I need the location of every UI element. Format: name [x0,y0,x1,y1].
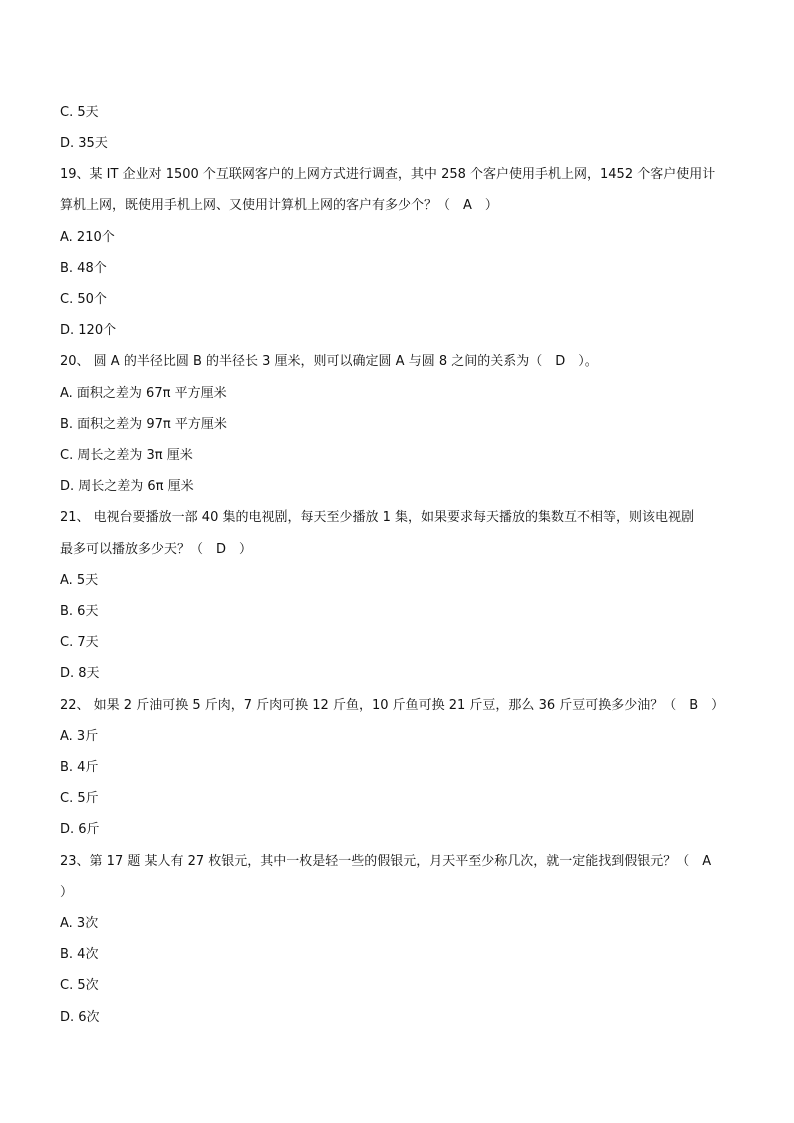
q21-option-c: C. 7天 [60,635,99,650]
q23-text-line1: 23、第 17 题 某人有 27 枚银元，其中一枚是轻一些的假银元，月天平至少称几次，就一定能找到假银元？（ A [60,854,712,869]
q22-option-b: B. 4斤 [60,760,99,775]
q23-option-a: A. 3次 [60,916,99,931]
option-c-prev: C. 5天 [60,105,99,120]
q22-option-d: D. 6斤 [60,822,100,837]
q19-option-b: B. 48个 [60,261,107,276]
q22-option-a: A. 3斤 [60,729,99,744]
q20-option-c: C. 周长之差为 3π 厘米 [60,448,193,463]
q19-option-a: A. 210个 [60,230,115,245]
q19-text-line2: 算机上网，既使用手机上网、又使用计算机上网的客户有多少个？（ A ） [60,198,498,213]
q20-option-b: B. 面积之差为 97π 平方厘米 [60,417,227,432]
option-d-prev: D. 35天 [60,136,108,151]
q23-option-d: D. 6次 [60,1010,100,1025]
q20-text-line1: 20、 圆 A 的半径比圆 B 的半径长 3 厘米，则可以确定圆 A 与圆 8 之间的关系为（ D ）。 [60,354,598,369]
q21-text-line2: 最多可以播放多少天？（ D ） [60,542,253,557]
q23-option-b: B. 4次 [60,947,99,962]
q19-option-d: D. 120个 [60,323,117,338]
q22-text-line1: 22、 如果 2 斤油可换 5 斤肉，7 斤肉可换 12 斤鱼，10 斤鱼可换 21 斤豆，那么 36 斤豆可换多少油？（ B ） [60,698,725,713]
q21-option-a: A. 5天 [60,573,99,588]
q19-text-line1: 19、某 IT 企业对 1500 个互联网客户的上网方式进行调查，其中 258 个客户使用手机上网，1452 个客户使用计 [60,167,716,182]
q23-option-c: C. 5次 [60,978,99,993]
q21-text-line1: 21、 电视台要播放一部 40 集的电视剧，每天至少播放 1 集，如果要求每天播放的集数互不相等，则该电视剧 [60,510,695,525]
q21-option-d: D. 8天 [60,666,100,681]
q19-option-c: C. 50个 [60,292,107,307]
q20-option-d: D. 周长之差为 6π 厘米 [60,479,194,494]
q21-option-b: B. 6天 [60,604,99,619]
q22-option-c: C. 5斤 [60,791,99,806]
q23-text-line2: ） [60,885,74,900]
q20-option-a: A. 面积之差为 67π 平方厘米 [60,386,227,401]
